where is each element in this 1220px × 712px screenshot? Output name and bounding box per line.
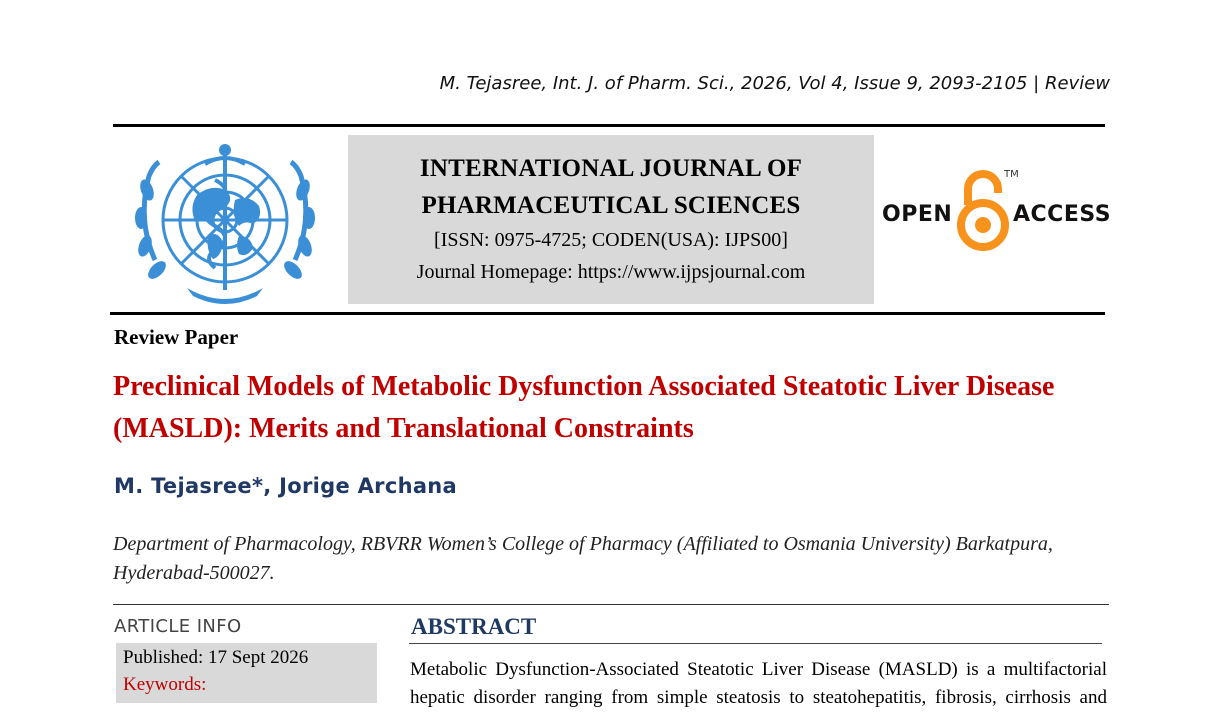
un-emblem-logo: [127, 140, 323, 305]
article-info-rule: [113, 604, 1109, 605]
keywords-label: Keywords:: [123, 674, 207, 695]
journal-name: [348, 150, 874, 224]
published-date: Published: 17 Sept 2026: [123, 647, 309, 668]
article-type-label: Review Paper: [114, 325, 239, 349]
article-authors: M. Tejasree*, Jorige Archana: [114, 474, 458, 498]
open-access-access-word: ACCESS: [1013, 202, 1112, 227]
journal-name-line2: PHARMACEUTICAL SCIENCES: [421, 192, 801, 219]
journal-name-line1: INTERNATIONAL JOURNAL OF: [419, 155, 803, 182]
abstract-line-2: hepatic disorder ranging from simple steatosis to steatohepatitis, fibrosis, cirrhosis and: [410, 687, 1107, 708]
header-bottom-rule: [110, 312, 1105, 315]
article-info-heading: ARTICLE INFO: [114, 616, 242, 637]
abstract-rule: [409, 643, 1102, 644]
journal-homepage: Journal Homepage: https://www.ijpsjournal.com: [416, 261, 806, 283]
open-access-open-word: OPEN: [882, 202, 953, 227]
abstract-text: [410, 656, 1107, 712]
abstract-line-1: Metabolic Dysfunction-Associated Steatotic Liver Disease (MASLD) is a multifactorial: [410, 659, 1107, 680]
abstract-heading: ABSTRACT: [411, 614, 537, 639]
journal-issn: [ISSN: 0975-4725; CODEN(USA): IJPS00]: [434, 229, 788, 251]
article-info-box: [116, 643, 377, 703]
open-access-logo: [880, 165, 1110, 255]
article-affiliation: Department of Pharmacology, RBVRR Women’s College of Pharmacy (Affiliated to Osmania University) Barkatpura, Hyderabad-500027.: [113, 533, 1053, 584]
citation-header: M. Tejasree, Int. J. of Pharm. Sci., 2026, Vol 4, Issue 9, 2093-2105 | Review: [439, 73, 1110, 94]
open-access-trademark: TM: [1004, 169, 1019, 180]
article-title: Preclinical Models of Metabolic Dysfunction Associated Steatotic Liver Disease (MASLD): Merits and Translational Constraints: [113, 371, 1055, 444]
header-top-rule: [113, 124, 1105, 127]
journal-title-box: [348, 135, 874, 304]
